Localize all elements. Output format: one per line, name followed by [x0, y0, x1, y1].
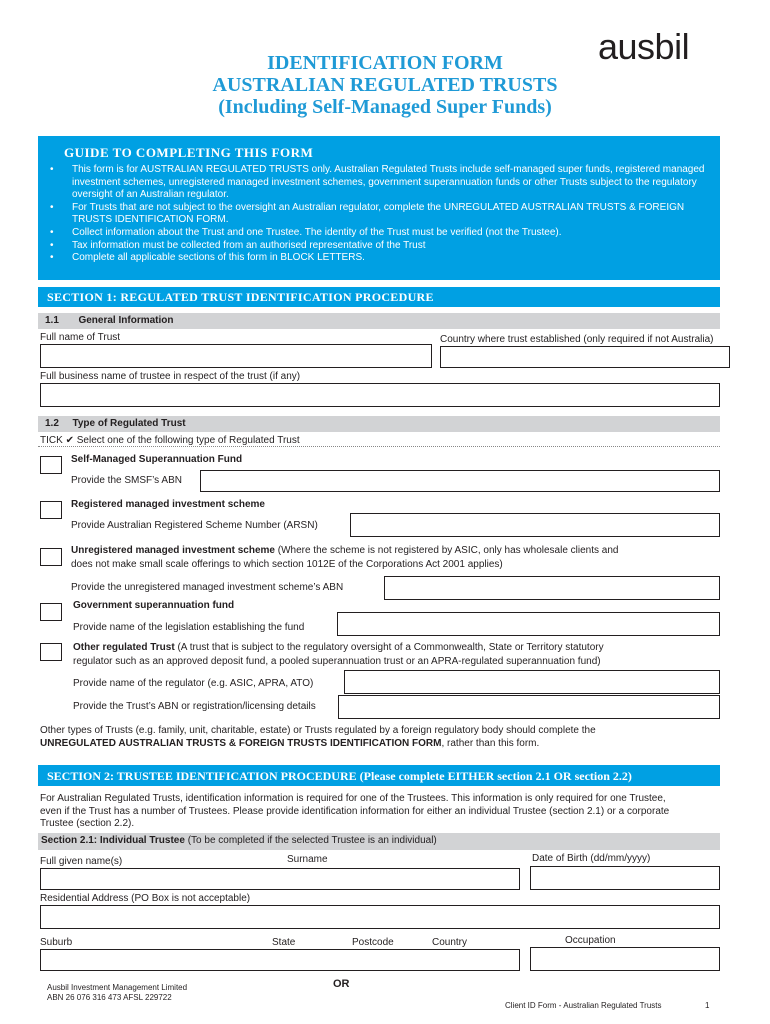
guide-item: • Complete all applicable sections of this form in BLOCK LETTERS. — [48, 252, 716, 265]
postcode-label: Postcode — [352, 937, 394, 948]
form-subtitle: AUSTRALIAN REGULATED TRUSTS — [212, 74, 558, 96]
subsection-2-1 — [38, 833, 720, 850]
checkmark-icon: ✔ — [65, 435, 74, 446]
option-field-label: Provide name of the regulator (e.g. ASIC, APRA, ATO) — [73, 678, 314, 689]
tick-label: TICK — [40, 435, 63, 446]
occupation-input[interactable] — [530, 947, 720, 971]
address-label: Residential Address (PO Box is not acceptable) — [40, 893, 251, 904]
subsection-title: Section 2.1: Individual Trustee — [41, 835, 185, 846]
trust-name-label: Full name of Trust — [40, 332, 121, 343]
country-label: Country — [432, 937, 468, 948]
tick-instruction — [40, 435, 300, 446]
surname-label: Surname — [287, 854, 328, 865]
other-trust-checkbox[interactable] — [40, 643, 62, 661]
subsection-number: 1.1 — [45, 315, 59, 326]
guide-item: • This form is for AUSTRALIAN REGULATED TRUSTS only. Australian Regulated Trusts include self-managed super funds, registered managed investment schemes, unregistered managed investment schemes, government superannuation funds or other Trusts subject to the regulatory oversight of an Australian regulator. — [48, 164, 716, 202]
arsn-input[interactable] — [350, 513, 720, 537]
option-title: Self-Managed Superannuation Fund — [71, 454, 243, 465]
option-description: regulator such as an approved deposit fund, a pooled superannuation trust or an APRA-regulated superannuation fund) — [73, 656, 601, 667]
dob-label: Date of Birth (dd/mm/yyyy) — [532, 853, 651, 864]
intro-line: even if the Trust has a number of Trustees. Please provide identification information for either an individual Trustee (section 2.1) or a corporate — [40, 805, 670, 817]
option-description: (Where the scheme is not registered by ASIC, only has wholesale clients and — [277, 545, 619, 556]
tick-instruction-text: Select one of the following type of Regulated Trust — [76, 435, 300, 446]
ausbil-logo: ausbil — [598, 26, 690, 67]
legislation-input[interactable] — [337, 612, 720, 636]
form-subtitle-note: (Including Self-Managed Super Funds) — [218, 96, 552, 118]
unregulated-form-name: UNREGULATED AUSTRALIAN TRUSTS & FOREIGN TRUSTS IDENTIFICATION FORM — [40, 737, 442, 749]
option-title: Government superannuation fund — [73, 600, 235, 611]
intro-line: For Australian Regulated Trusts, identification information is required for one of the Trustees. This information is only required for one Trustee, — [40, 793, 666, 804]
full-name-input[interactable] — [40, 868, 520, 890]
subsection-number: 1.2 — [45, 418, 59, 429]
guide-list — [48, 164, 716, 265]
option-line — [73, 642, 604, 653]
dob-input[interactable] — [530, 866, 720, 890]
regulator-input[interactable] — [344, 670, 720, 694]
note-line-2 — [40, 738, 730, 751]
section2-heading: SECTION 2: TRUSTEE IDENTIFICATION PROCEDURE (Please complete EITHER section 2.1 OR section 2.2) — [38, 765, 720, 786]
occupation-label: Occupation — [565, 935, 616, 946]
divider — [38, 446, 720, 447]
trust-name-input[interactable] — [40, 344, 432, 368]
option-field-label: Provide the Trust’s ABN or registration/licensing details — [73, 701, 316, 712]
business-name-input[interactable] — [40, 383, 720, 407]
suburb-label: Suburb — [40, 937, 73, 948]
smsf-abn-input[interactable] — [200, 470, 720, 492]
subsection-1-1 — [38, 313, 720, 329]
option-line — [71, 545, 618, 556]
option-field-label: Provide the SMSF’s ABN — [71, 475, 182, 486]
footer-form-name: Client ID Form - Australian Regulated Trusts — [505, 1001, 662, 1010]
footer-company: Ausbil Investment Management Limited — [47, 983, 188, 992]
option-field-label: Provide name of the legislation establishing the fund — [73, 622, 305, 633]
unregistered-abn-input[interactable] — [384, 576, 720, 600]
intro-line: Trustee (section 2.2). — [40, 818, 135, 829]
footer-abn: ABN 26 076 316 473 AFSL 229722 — [47, 993, 172, 1002]
option-title: Unregistered managed investment scheme — [71, 545, 275, 556]
subsection-note: (To be completed if the selected Trustee is an individual) — [187, 835, 437, 846]
guide-item: • For Trusts that are not subject to the oversight an Australian regulator, complete the UNREGULATED AUSTRALIAN TRUSTS & FOREIGN TRUSTS IDENTIFICATION FORM. — [48, 202, 716, 227]
or-separator: OR — [333, 978, 350, 990]
address-input[interactable] — [40, 905, 720, 929]
smsf-checkbox[interactable] — [40, 456, 62, 474]
guide-item: • Collect information about the Trust and one Trustee. The identity of the Trust must be verified (not the Trustee). — [48, 227, 716, 240]
state-label: State — [272, 937, 296, 948]
option-description: (A trust that is subject to the regulatory oversight of a Commonwealth, State or Territory statutory — [177, 642, 604, 653]
section1-heading: SECTION 1: REGULATED TRUST IDENTIFICATION PROCEDURE — [38, 287, 720, 307]
option-field-label: Provide the unregistered managed investment scheme’s ABN — [71, 582, 344, 593]
note-end: , rather than this form. — [441, 737, 540, 749]
guide-panel — [38, 136, 720, 280]
section2-intro — [40, 793, 730, 831]
guide-item: • Tax information must be collected from an authorised representative of the Trust — [48, 240, 716, 253]
country-input[interactable] — [440, 346, 730, 368]
guide-heading: GUIDE TO COMPLETING THIS FORM — [64, 145, 314, 160]
country-label: Country where trust established (only required if not Australia) — [440, 334, 714, 345]
subsection-title: General Information — [78, 315, 174, 326]
subsection-1-2 — [38, 416, 720, 432]
subsection-title: Type of Regulated Trust — [72, 418, 186, 429]
option-field-label: Provide Australian Registered Scheme Number (ARSN) — [71, 520, 318, 531]
page-number: 1 — [705, 1001, 710, 1010]
given-names-label: Full given name(s) — [40, 856, 123, 867]
gov-super-checkbox[interactable] — [40, 603, 62, 621]
registered-mis-checkbox[interactable] — [40, 501, 62, 519]
option-title: Registered managed investment scheme — [71, 499, 265, 510]
other-trusts-note — [40, 725, 730, 750]
option-title: Other regulated Trust — [73, 642, 175, 653]
option-description: does not make small scale offerings to which section 1012E of the Corporations Act 2001 applies) — [71, 559, 503, 570]
unregistered-mis-checkbox[interactable] — [40, 548, 62, 566]
form-title: IDENTIFICATION FORM — [267, 52, 503, 74]
business-name-label: Full business name of trustee in respect of the trust (if any) — [40, 371, 301, 382]
suburb-state-postcode-country-input[interactable] — [40, 949, 520, 971]
trust-abn-input[interactable] — [338, 695, 720, 719]
note-line: Other types of Trusts (e.g. family, unit, charitable, estate) or Trusts regulated by a foreign regulatory body should complete the — [40, 725, 596, 736]
